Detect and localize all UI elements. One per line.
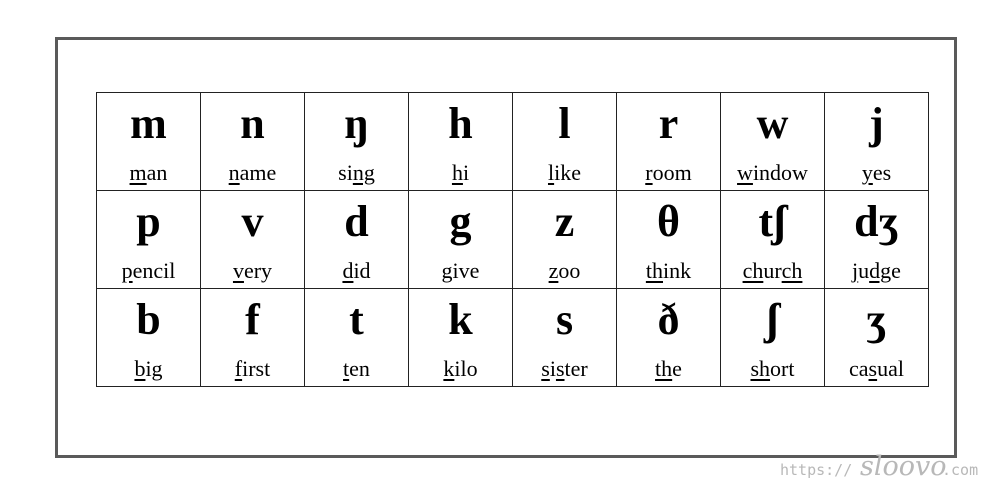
phoneme-cell (97, 93, 201, 191)
highlighted-letters: k (443, 356, 455, 381)
highlighted-letters: g (441, 258, 453, 283)
example-word (825, 260, 928, 282)
example-word (409, 162, 512, 184)
phoneme-cell (409, 93, 513, 191)
phoneme-cell (305, 191, 409, 289)
ipa-consonant-table (96, 92, 929, 387)
highlighted-letters: d (342, 258, 354, 283)
phoneme-cell (97, 191, 201, 289)
phoneme-cell (825, 191, 929, 289)
example-word (825, 358, 928, 380)
phoneme-symbol: m (130, 99, 167, 148)
phoneme-cell (617, 289, 721, 387)
phoneme-symbol: ŋ (344, 99, 369, 148)
phoneme-cell (721, 191, 825, 289)
word-letters: e (672, 356, 682, 381)
table-row (97, 191, 929, 289)
phoneme-symbol: b (136, 295, 161, 344)
phoneme-symbol: t (349, 295, 364, 344)
highlighted-letters: r (645, 160, 653, 185)
example-word (721, 358, 824, 380)
watermark-prefix: https:// (780, 461, 853, 479)
highlighted-letters: j (852, 258, 859, 283)
word-letters: si (338, 160, 353, 185)
word-letters: an (146, 160, 168, 185)
watermark-logo: sloovo (860, 451, 947, 482)
phoneme-symbol: n (240, 99, 265, 148)
phoneme-cell (409, 289, 513, 387)
example-word (97, 358, 200, 380)
word-letters: ig (145, 356, 163, 381)
highlighted-letters: s (555, 356, 565, 381)
phoneme-symbol: dʒ (854, 197, 899, 246)
phoneme-symbol: l (558, 99, 571, 148)
phoneme-cell (513, 191, 617, 289)
word-letters: id (353, 258, 371, 283)
highlighted-letters: m (129, 160, 147, 185)
highlighted-letters: th (655, 356, 673, 381)
table-row (97, 289, 929, 387)
highlighted-letters: l (547, 160, 555, 185)
word-letters: ilo (454, 356, 478, 381)
phoneme-cell (721, 289, 825, 387)
example-word (305, 358, 408, 380)
word-letters: ual (877, 356, 904, 381)
phoneme-cell (513, 289, 617, 387)
example-word (721, 162, 824, 184)
highlighted-letters: b (134, 356, 146, 381)
site-watermark (780, 451, 980, 491)
phoneme-cell (409, 191, 513, 289)
highlighted-letters: n (228, 160, 240, 185)
word-letters: oom (652, 160, 692, 185)
highlighted-letters: y (861, 160, 873, 185)
highlighted-letters: s (541, 356, 550, 381)
phoneme-symbol: r (658, 99, 679, 148)
example-word (513, 162, 616, 184)
word-letters: ca (849, 356, 869, 381)
example-word (617, 260, 720, 282)
word-letters: ur (763, 258, 782, 283)
word-letters: irst (242, 356, 271, 381)
phoneme-cell (305, 289, 409, 387)
phoneme-cell (721, 93, 825, 191)
word-letters: es (872, 160, 892, 185)
phoneme-cell (617, 93, 721, 191)
phoneme-symbol: k (448, 295, 473, 344)
word-letters: ive (452, 258, 480, 283)
word-letters: ter (564, 356, 588, 381)
highlighted-letters: s (868, 356, 878, 381)
phoneme-cell (305, 93, 409, 191)
phoneme-symbol: s (555, 295, 574, 344)
example-word (97, 260, 200, 282)
word-letters: ort (770, 356, 795, 381)
highlighted-letters: w (737, 160, 753, 185)
phoneme-cell (825, 289, 929, 387)
example-word (721, 260, 824, 282)
phoneme-cell (825, 93, 929, 191)
example-word (409, 260, 512, 282)
example-word (97, 162, 200, 184)
word-letters: e (891, 258, 901, 283)
phoneme-symbol: w (756, 99, 789, 148)
phoneme-symbol: j (869, 99, 884, 148)
phoneme-symbol: h (448, 99, 473, 148)
highlighted-letters: h (451, 160, 463, 185)
word-letters: oo (558, 258, 581, 283)
example-word (201, 260, 304, 282)
phoneme-cell (201, 191, 305, 289)
example-word (201, 162, 304, 184)
example-word (825, 162, 928, 184)
phoneme-symbol: θ (657, 197, 680, 246)
example-word (305, 162, 408, 184)
example-word (617, 358, 720, 380)
word-letters: ame (239, 160, 277, 185)
highlighted-letters: ch (742, 258, 764, 283)
phoneme-symbol: g (449, 197, 472, 246)
phoneme-symbol: tʃ (758, 197, 787, 246)
example-word (409, 358, 512, 380)
highlighted-letters: th (645, 258, 663, 283)
highlighted-letters: z (548, 258, 559, 283)
highlighted-letters: v (232, 258, 244, 283)
highlighted-letters: sh (750, 356, 771, 381)
phoneme-cell (97, 289, 201, 387)
word-letters: i (462, 160, 470, 185)
phoneme-cell (617, 191, 721, 289)
phoneme-symbol: p (136, 197, 161, 246)
highlighted-letters: p (121, 258, 133, 283)
example-word (513, 358, 616, 380)
phoneme-cell (513, 93, 617, 191)
word-letters: u (858, 258, 870, 283)
word-letters: encil (132, 258, 176, 283)
highlighted-letters: ch (781, 258, 803, 283)
phoneme-symbol: ʃ (765, 295, 780, 344)
watermark-suffix: .com (942, 461, 979, 479)
phoneme-symbol: v (241, 197, 264, 246)
example-word (513, 260, 616, 282)
phoneme-symbol: z (554, 197, 575, 246)
word-letters: ery (243, 258, 273, 283)
phoneme-cell (201, 93, 305, 191)
word-letters: ink (663, 258, 692, 283)
highlighted-letters: dg (869, 258, 892, 283)
table-row (97, 93, 929, 191)
highlighted-letters: ng (352, 160, 375, 185)
word-letters: indow (752, 160, 808, 185)
word-letters: en (349, 356, 370, 381)
phoneme-cell (201, 289, 305, 387)
word-letters: ike (554, 160, 581, 185)
highlighted-letters: f (234, 356, 243, 381)
example-word (617, 162, 720, 184)
highlighted-letters: t (343, 356, 350, 381)
example-word (201, 358, 304, 380)
phoneme-symbol: ð (657, 295, 680, 344)
phoneme-symbol: ʒ (866, 295, 887, 344)
word-letters: i (549, 356, 556, 381)
example-word (305, 260, 408, 282)
phoneme-symbol: f (245, 295, 260, 344)
phoneme-symbol: d (344, 197, 369, 246)
